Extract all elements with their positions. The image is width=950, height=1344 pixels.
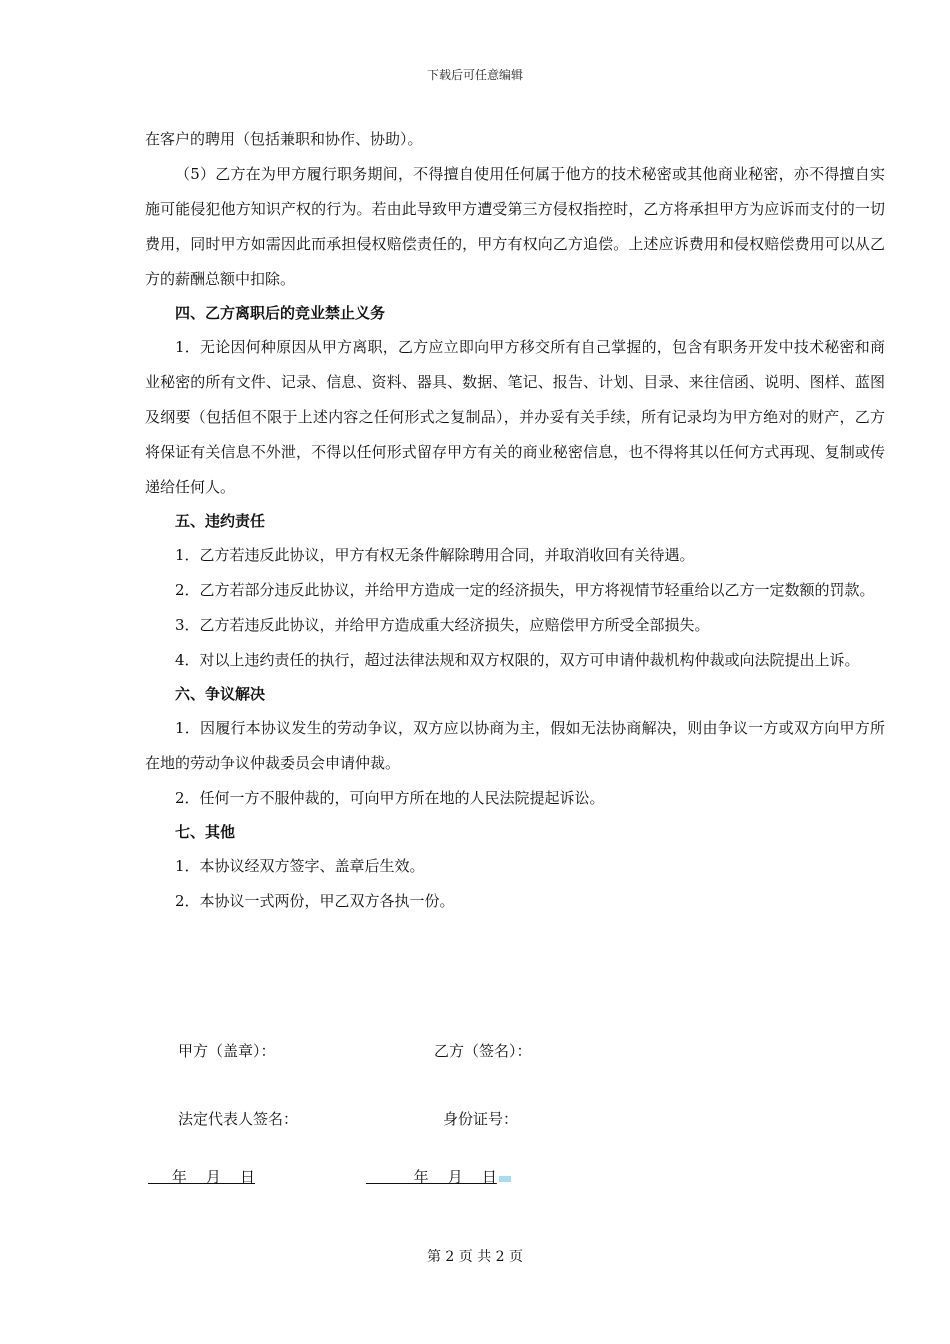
text-cursor-highlight: [499, 1176, 511, 1182]
paragraph: 2．本协议一式两份，甲乙双方各执一份。: [175, 892, 455, 910]
paragraph: （5）乙方在为甲方履行职务期间，不得擅自使用任何属于他方的技术秘密或其他商业秘密，亦不得擅自实施可能侵犯他方知识产权的行为。若由此导致甲方遭受第三方侵权指控时，乙方将承担甲方为应诉而支付的一切费用，同时甲方如需因此而承担侵权赔偿责任的，甲方有权向乙方追偿。上述应诉费用和侵权赔偿费用可以从乙方的薪酬总额中扣除。: [145, 165, 885, 288]
paragraph: 1．无论因何种原因从甲方离职，乙方应立即向甲方移交所有自己掌握的，包含有职务开发中技术秘密和商业秘密的所有文件、记录、信息、资料、器具、数据、笔记、报告、计划、目录、来往信函、说明、图样、蓝图及纲要（包括但不限于上述内容之任何形式之复制品），并办妥有关手续，所有记录均为甲方绝对的财产，乙方将保证有关信息不外泄，不得以任何形式留存甲方有关的商业秘密信息，也不得将其以任何方式再现、复制或传递给任何人。: [145, 338, 885, 496]
section-heading: 五、违约责任: [175, 512, 266, 530]
paragraph: 1．乙方若违反此协议，甲方有权无条件解除聘用合同，并取消收回有关待遇。: [175, 546, 695, 564]
paragraph: 在客户的聘用（包括兼职和协作、协助）。: [145, 130, 423, 148]
paragraph: 2．乙方若部分违反此协议，并给甲方造成一定的经济损失，甲方将视情节轻重给以乙方一定数额的罚款。: [175, 581, 875, 599]
paragraph: 3．乙方若违反此协议，并给甲方造成重大经济损失，应赔偿甲方所受全部损失。: [175, 616, 710, 634]
paragraph: 4．对以上违约责任的执行，超过法律法规和双方权限的，双方可申请仲裁机构仲裁或向法院提出上诉。: [175, 651, 860, 669]
paragraph: 1．因履行本协议发生的劳动争议，双方应以协商为主，假如无法协商解决，则由争议一方或双方向甲方所在地的劳动争议仲裁委员会申请仲裁。: [145, 719, 885, 772]
party-a-seal-label: 甲方（盖章）：: [178, 1042, 276, 1060]
document-body: [145, 122, 885, 919]
page-footer: 第 2 页 共 2 页: [426, 1249, 524, 1265]
legal-representative-signature-label: 法定代表人签名：: [178, 1110, 299, 1128]
party-b-signature-label: 乙方（签名）：: [434, 1042, 532, 1060]
paragraph: 1．本协议经双方签字、盖章后生效。: [175, 857, 425, 875]
id-number-label: 身份证号：: [443, 1110, 519, 1128]
page-header: 下载后可任意编辑: [426, 68, 523, 82]
paragraph: 2．任何一方不服仲裁的，可向甲方所在地的人民法院提起诉讼。: [175, 789, 605, 807]
section-heading: 七、其他: [175, 823, 236, 841]
section-heading: 六、争议解决: [175, 685, 266, 703]
party-b-date-line: 年 月 日: [366, 1168, 497, 1186]
party-a-date-line: 年 月 日: [148, 1168, 255, 1186]
section-heading: 四、乙方离职后的竞业禁止义务: [175, 304, 386, 322]
